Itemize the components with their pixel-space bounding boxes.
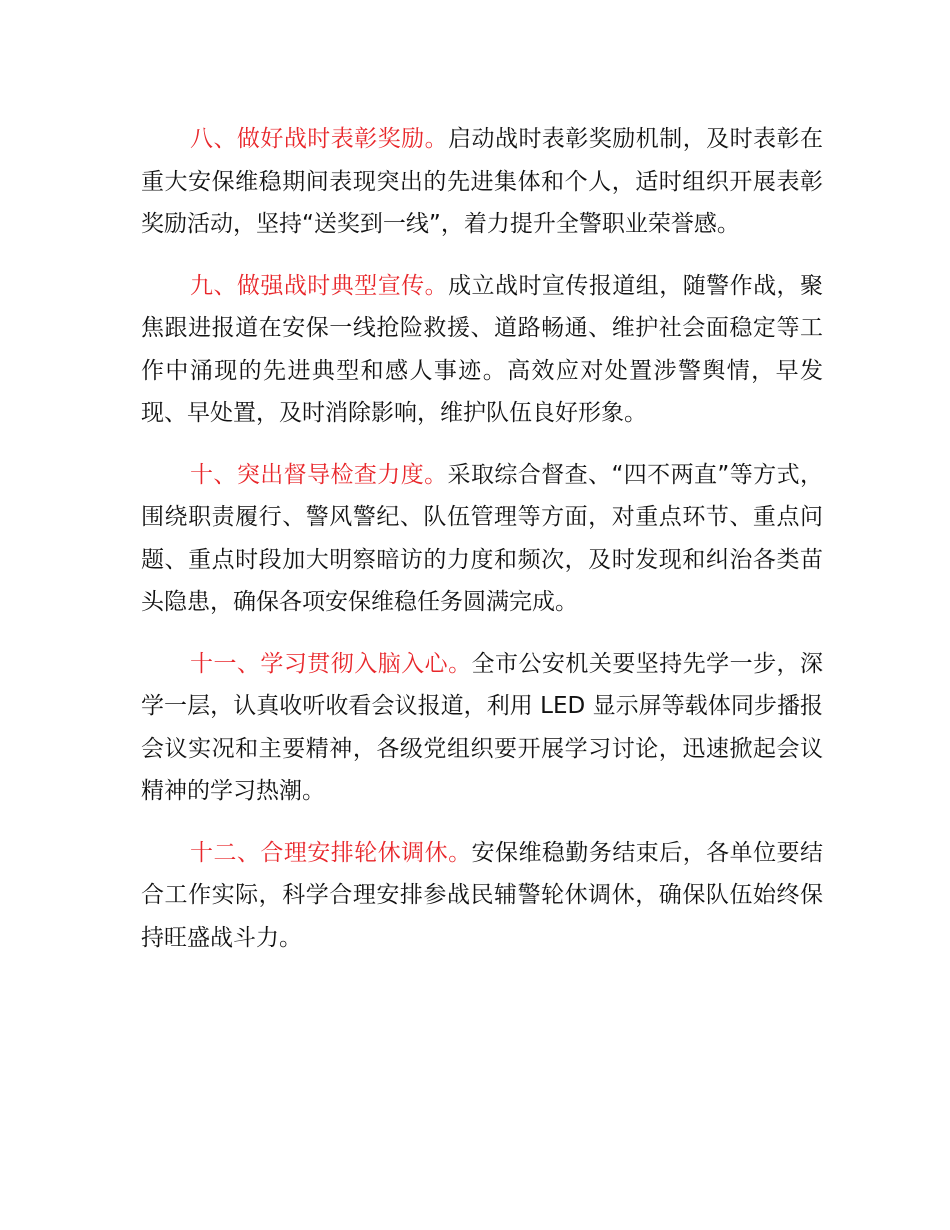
paragraph-text: 成立战时宣传报道组，随警作战，聚焦跟进报道在安保一线抢险救援、道路畅通、维护社会面稳定等工作中涌现的先进典型和感人事迹。高效应对处置涉警舆情，早发现、早处置，及时消除影响，维护队伍良好形象。 [141,272,824,426]
paragraph-text: 采取综合督查、“四不两直”等方式，围绕职责履行、警风警纪、队伍管理等方面，对重点环节、重点问题、重点时段加大明察暗访的力度和频次，及时发现和纠治各类苗头隐患，确保各项安保维稳任务圆满完成。 [141,461,823,615]
document-body [141,118,823,978]
paragraph-9 [141,265,823,435]
paragraph-heading: 八、做好战时表彰奖励。 [190,126,449,152]
paragraph-text: 全市公安机关要坚持先学一步，深学一层，认真收听收看会议报道，利用 LED 显示屏等载体同步播报会议实况和主要精神，各级党组织要开展学习讨论，迅速掀起会议精神的学习热潮。 [141,650,824,804]
paragraph-heading: 十、突出督导检查力度。 [190,461,448,488]
paragraph-text: 启动战时表彰奖励机制，及时表彰在重大安保维稳期间表现突出的先进集体和个人，适时组织开展表彰奖励活动，坚持“送奖到一线”，着力提升全警职业荣誉感。 [141,126,824,237]
paragraph-heading: 十二、合理安排轮休调休。 [190,839,472,866]
paragraph-12 [141,832,823,960]
paragraph-11 [141,643,823,813]
paragraph-heading: 九、做强战时典型宣传。 [190,272,449,299]
paragraph-text: 安保维稳勤务结束后，各单位要结合工作实际，科学合理安排参战民辅警轮休调休，确保队伍始终保持旺盛战斗力。 [141,839,824,951]
paragraph-10 [141,454,823,624]
paragraph-heading: 十一、学习贯彻入脑入心。 [190,650,472,677]
paragraph-8 [141,118,823,246]
